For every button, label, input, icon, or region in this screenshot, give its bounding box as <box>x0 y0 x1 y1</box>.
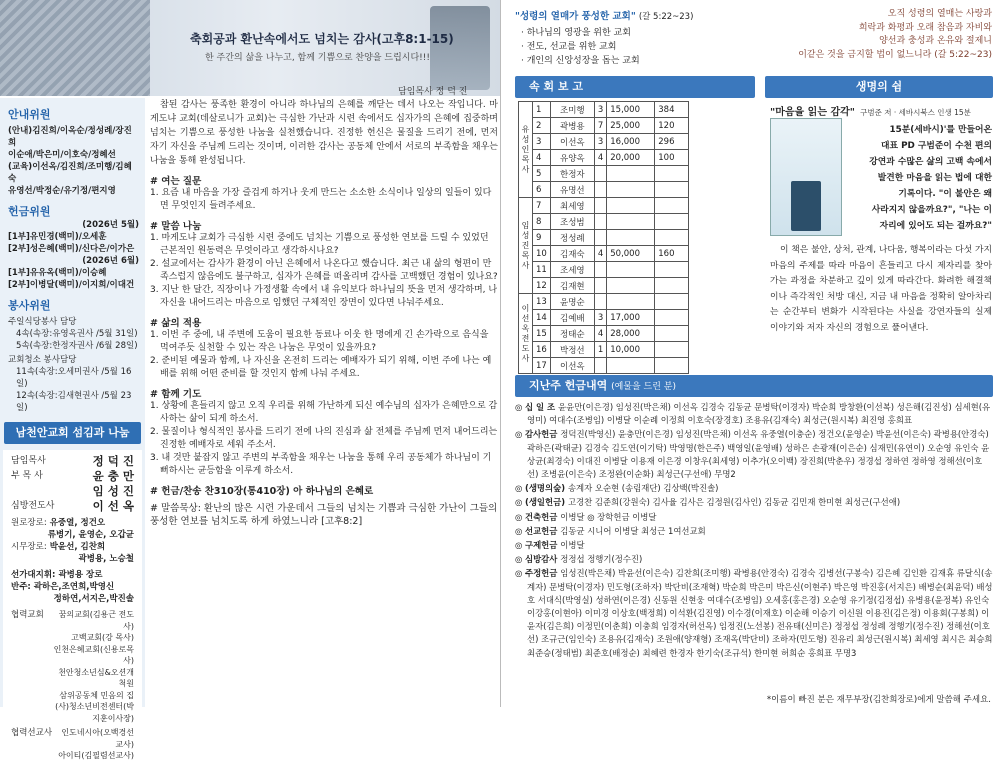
quote-line: 희락과 화평과 오래 참음과 자비와 <box>858 22 992 33</box>
book-cover-figure <box>791 181 821 231</box>
church-title: 남천안교회 섬김과 나눔 <box>4 422 141 444</box>
attendance-row <box>519 150 689 166</box>
galatians-quote <box>760 8 992 62</box>
attendance-row <box>519 262 689 278</box>
june-line: [1부]유유옥(백미)/이승혜 <box>8 268 107 278</box>
attendance-name: 정성례 <box>550 230 594 246</box>
guide-title: 안내위원 <box>8 108 51 121</box>
motto-bullet: · 전도, 선교를 위한 교회 <box>521 42 617 52</box>
staff-name: 정 덕 진 <box>92 454 134 468</box>
attendance-total <box>655 198 689 214</box>
book-title: "마음을 읽는 감각" <box>770 107 856 118</box>
verse-line: # 말씀묵상: 환난의 많은 시련 가운데서 그들의 넘치는 기쁨과 극심한 가난이 그들의 풍성한 연보를 넘치도록 하게 하였느니라 [고후8:2] <box>150 503 498 527</box>
question-item: 1. 요즘 내 마음을 가장 즐겁게 하거나 웃게 만드는 소소한 소식이나 일상의 일들이 있다면 무엇인지 들려주세요. <box>150 188 492 211</box>
attendance-count <box>594 262 606 278</box>
attendance-count: 7 <box>594 118 606 134</box>
attendance-row <box>519 358 689 374</box>
attendance-name: 곽병용 <box>550 118 594 134</box>
question-item: 2. 준비된 예물과 함께, 나 자신을 온전히 드리는 예배자가 되기 위해, 이번 주에 나는 예배를 위해 어떤 준비를 할 것인지 함께 나눠 주세요. <box>150 356 492 379</box>
offering-names: 김동균 시니어 이병달 최성근 1여선교회 <box>560 525 706 536</box>
attendance-row <box>519 230 689 246</box>
partners-label: 협력교회 <box>11 610 44 620</box>
attendance-amount <box>607 262 655 278</box>
church-motto <box>515 8 745 68</box>
attendance-title: 속 회 보 고 <box>515 76 755 98</box>
may-line: [2부]성은혜(백미)/신다은/이가은 <box>8 244 135 254</box>
staff-name: 이 선 옥 <box>92 499 134 513</box>
partner-item: 고백교회(강 목사) <box>71 633 134 642</box>
attendance-total: 100 <box>655 150 689 166</box>
attendance-name: 정태순 <box>550 326 594 342</box>
attendance-name: 박정선 <box>550 342 594 358</box>
offering-item <box>515 525 993 538</box>
june-label: (2026년 6월) <box>82 256 139 266</box>
guide-line: (안내)김진희/이옥순/정성례/장진희 <box>8 126 132 148</box>
offering-title-bar <box>515 375 993 397</box>
attendance-no: 5 <box>533 166 551 182</box>
partner-item: 인천은혜교회(신용로목사) <box>53 644 134 665</box>
attendance-name: 한정자 <box>550 166 594 182</box>
attendance-total <box>655 310 689 326</box>
accomp-row <box>11 581 134 593</box>
staff-name: 임 성 진 <box>92 484 134 498</box>
attendance-name: 유양옥 <box>550 150 594 166</box>
attendance-total: 160 <box>655 246 689 262</box>
offer-committee-title: 헌금위원 <box>8 205 51 218</box>
bullet-icon: ◎ <box>515 402 523 412</box>
attendance-group: 임성진목사 <box>519 198 533 294</box>
attendance-amount: 50,000 <box>607 246 655 262</box>
may-label: (2026년 5월) <box>82 220 139 230</box>
attendance-amount <box>607 198 655 214</box>
missions-label: 협력선교사 <box>11 728 53 738</box>
lead-line: 기록이다. "이 불안은 왜 <box>898 189 992 199</box>
question-item: 3. 내 것만 붙잡지 않고 주변의 부족함을 채우는 나눔을 통해 우리 공동체가 하나님이 기뻐하시는 균등함을 이루게 하소서. <box>150 453 492 476</box>
offering-title-note: (예물을 드린 분) <box>611 382 676 392</box>
attendance-total: 296 <box>655 134 689 150</box>
attendance-no: 16 <box>533 342 551 358</box>
staff-name: 윤 충 만 <box>92 469 134 483</box>
attendance-count <box>594 198 606 214</box>
elders-row <box>11 517 134 529</box>
guide-line: (교육)이선옥/김진희/조미행/김혜숙 <box>8 162 132 184</box>
attendance-count <box>594 230 606 246</box>
missions-block <box>11 727 134 762</box>
bullet-icon: ◎ <box>515 511 523 522</box>
attendance-row <box>519 326 689 342</box>
meal-lines <box>8 328 139 352</box>
attendance-name: 이선옥 <box>550 134 594 150</box>
question-item: 1. 마게도냐 교회가 극심한 시련 중에도 넘치는 기쁨으로 풍성한 연보를 드릴 수 있었던 근본적인 원동력은 무엇이라고 생각하시나요? <box>150 233 489 256</box>
attendance-no: 17 <box>533 358 551 374</box>
book-header <box>770 100 992 119</box>
attendance-no: 7 <box>533 198 551 214</box>
attendance-name: 김예배 <box>550 310 594 326</box>
attendance-total: 120 <box>655 118 689 134</box>
attendance-name: 이선옥 <box>550 358 594 374</box>
attendance-total: 384 <box>655 102 689 118</box>
offering-label: 구제헌금 <box>525 540 561 551</box>
quote-line: 양선과 충성과 온유와 절제니 <box>879 36 992 46</box>
motto-bullets <box>515 26 745 68</box>
attendance-table <box>518 101 689 374</box>
partner-item: (사)청소년비전센터(박지훈이사장) <box>55 702 134 723</box>
attendance-row <box>519 342 689 358</box>
elders-names-2: 류병기, 윤영순, 오갑균 <box>47 530 134 540</box>
mission-item: 인도네시아(오백경선교사) <box>61 728 134 749</box>
attendance-group: 이선옥전도사 <box>519 294 533 374</box>
offering-footnote: *이름이 빠진 분은 재무부장(김찬희장로)에게 말씀해 주세요. <box>766 695 991 705</box>
attendance-amount: 25,000 <box>607 118 655 134</box>
deacons-names: 박윤선, 김찬희 <box>49 542 106 552</box>
left-info-column <box>0 98 145 760</box>
congregation-photo <box>0 0 150 96</box>
june-line: [2부]이병달(백미)/이지희/이대건 <box>8 280 135 290</box>
question-item: 2. 설교에서는 감사가 환경이 아닌 은혜에서 나온다고 했습니다. 최근 내 삶의 형편이 만족스럽지 않음에도 불구하고, 십자가 은혜를 떠올리며 감사를 고백했던 경험이 있나요? <box>150 259 498 282</box>
attendance-total <box>655 342 689 358</box>
attendance-count <box>594 278 606 294</box>
partner-item: 삼위공동체 민음의 집 <box>59 690 134 700</box>
offering-names: 고경찬 김준희(강원숙) 김사율 김사은 김정원(김사인) 김동균 김민재 한미현 최성근(구선애) <box>567 497 901 508</box>
choir-row <box>11 569 134 581</box>
meal-line: 4속(속장:유영옥권사 /5월 31일) <box>16 329 138 339</box>
bullet-icon: ◎ <box>515 540 523 551</box>
attendance-total <box>655 230 689 246</box>
choir-label: 선가대지휘: <box>11 570 56 580</box>
offering-label: 건축헌금 <box>525 511 561 522</box>
quote-line: 이같은 것을 금지할 법이 없느니라 (갈 5:22~23) <box>798 49 992 60</box>
attendance-name: 김재숙 <box>550 246 594 262</box>
attendance-no: 6 <box>533 182 551 198</box>
prayer-title: # 함께 기도 <box>150 389 202 400</box>
attendance-amount <box>607 214 655 230</box>
question-item: 1. 상황에 흔들리지 않고 오직 우리를 위해 가난하게 되신 예수님의 십자가 은혜만으로 감사하는 삶이 되게 하소서. <box>150 401 498 424</box>
prayer-list <box>150 400 498 478</box>
staff-row <box>11 454 134 469</box>
attendance-count: 4 <box>594 326 606 342</box>
attendance-no: 12 <box>533 278 551 294</box>
accomp-label: 반주: <box>11 582 31 592</box>
attendance-total <box>655 166 689 182</box>
attendance-no: 2 <box>533 118 551 134</box>
attendance-no: 4 <box>533 150 551 166</box>
clean-line: 11속(속장:오세미권사 /5월 16일) <box>16 367 132 389</box>
mission-item: 아이티(김필렴선교사) <box>58 751 134 760</box>
motto-bullet: · 하나님의 영광을 위한 교회 <box>521 28 631 38</box>
offering-names: 정정섭 정행기(정수진) <box>560 554 643 565</box>
attendance-name: 김재현 <box>550 278 594 294</box>
attendance-total <box>655 182 689 198</box>
attendance-total <box>655 214 689 230</box>
deacons-row-2 <box>11 553 134 565</box>
bullet-icon: ◎ <box>515 525 523 536</box>
open-question-title: # 여는 질문 <box>150 176 202 187</box>
attendance-no: 9 <box>533 230 551 246</box>
question-item: 1. 이번 주 중에, 내 주변에 도움이 필요한 동료나 이웃 한 명에게 긴 손가락으로 음식을 먹여주듯 실천할 수 있는 작은 나눔은 무엇이 있을까요? <box>150 330 489 353</box>
attendance-no: 10 <box>533 246 551 262</box>
attendance-amount: 28,000 <box>607 326 655 342</box>
offering-label: 주정헌금 <box>525 568 561 579</box>
attendance-count: 3 <box>594 310 606 326</box>
meal-line: 5속(속장:한정자권사 /6월 28일) <box>16 341 138 351</box>
staff-role: 심방전도사 <box>11 501 55 511</box>
apply-title: # 삶의 적용 <box>150 318 202 329</box>
attendance-count: 1 <box>594 342 606 358</box>
guide-line: 이순애/박은미/이호숙/정혜선 <box>8 150 116 160</box>
deacons-names-2: 곽병용, 노승철 <box>78 554 134 564</box>
attendance-no: 11 <box>533 262 551 278</box>
praise-line: # 헌금/찬송 찬310장(통410장) 아 하나님의 은혜로 <box>150 486 374 497</box>
offering-item <box>515 482 993 495</box>
offering-label: 선교헌금 <box>525 525 561 536</box>
attendance-count <box>594 166 606 182</box>
open-question-list <box>150 187 498 213</box>
guide-line: 유영선/박정순/유기정/편지영 <box>8 186 116 196</box>
attendance-total <box>655 294 689 310</box>
offering-names: 송계자 오순현 (송림재단) 김상백(박진솔) <box>567 483 719 494</box>
book-body: 이 책은 불안, 상처, 관계, 나다움, 행복이라는 다섯 가지 마음의 주제를 따라 마음이 흔들리고 다시 제자리를 찾아가는 과정을 차분하고 깊이 있게 따라간다. 화려한 해결책이나 즉각적인 처방 대신, 지금 내 마음을 정확히 알아차리는 순간부터 변화가 시작된다는 사실을 강연자들의 실제 이야기와 저자 자신의 경험으로 풀어낸다. <box>770 245 993 333</box>
offering-list <box>515 401 993 661</box>
attendance-amount <box>607 358 655 374</box>
clean-label: 교회청소 봉사담당 <box>8 355 77 365</box>
june-lines <box>8 267 139 291</box>
offering-label: (생일헌금) <box>525 497 568 508</box>
attendance-count: 3 <box>594 134 606 150</box>
attendance-total <box>655 358 689 374</box>
attendance-count <box>594 358 606 374</box>
book-lead <box>850 122 992 234</box>
offering-names: 이병달 ◎ 장학헌금 이병달 <box>560 511 657 522</box>
lead-line: 대표 PD 구범준이 수천 편의 <box>881 141 992 151</box>
quote-line: 오직 성령의 열매는 사랑과 <box>887 9 992 19</box>
attendance-no: 14 <box>533 310 551 326</box>
motto-title <box>515 8 745 22</box>
may-lines <box>8 231 139 255</box>
attendance-no: 8 <box>533 214 551 230</box>
attendance-row <box>519 246 689 262</box>
share-title: # 말씀 나눔 <box>150 221 202 232</box>
attendance-count <box>594 214 606 230</box>
attendance-name: 조성범 <box>550 214 594 230</box>
banner-author: 담임목사 정 덕 진 <box>398 87 468 96</box>
attendance-total <box>655 326 689 342</box>
attendance-row <box>519 182 689 198</box>
attendance-name: 윤명순 <box>550 294 594 310</box>
clean-lines <box>8 366 139 414</box>
offering-names: 정덕진(박영신) 윤충만(이은경) 임성진(박은채) 이선옥 유중열(이충순) 정건오(윤영순) 박윤선(이은숙) 곽병용(안경숙) 곽하은(곽태균) 김경숙 김도연(이기탁) 박영명(한은주) 백영일(윤영배) 성하은 손광재(이은순) 심재민(유연이) 오순영 유인숙 윤상균(최경숙) 이대진 이병달 이용재 이은경 이창우(최세영) 이추가(오이백) 장진희(박춘우) 정경섭 정하연 정하영 정해선(이호선) 조병윤(이은숙) 조정완(이순화) 최성근(구선애) 무명2 <box>527 429 990 480</box>
offering-item <box>515 401 993 427</box>
offering-label: 심방감사 <box>525 554 561 565</box>
attendance-count: 3 <box>594 102 606 118</box>
attendance-row <box>519 310 689 326</box>
attendance-row <box>519 102 689 118</box>
offering-item <box>515 511 993 524</box>
lead-line: 15분(세바시)'를 만들어온 <box>889 125 992 135</box>
accomp-row-2 <box>11 593 134 605</box>
attendance-amount <box>607 230 655 246</box>
offering-item <box>515 553 993 566</box>
question-item: 2. 물질이나 형식적인 봉사를 드리기 전에 나의 진심과 삶 전체를 주님께 먼저 내어드리는 진정한 예배자로 세워 주소서. <box>150 427 498 450</box>
banner-title: 축회공과 환난속에서도 넘치는 감사(고후8:1-15) <box>190 32 454 46</box>
offering-label: 감사헌금 <box>525 429 561 440</box>
lead-line: 사라지지 않을까요?", "나는 이 <box>871 205 992 215</box>
attendance-no: 1 <box>533 102 551 118</box>
banner-subtitle: 한 주간의 삶을 나누고, 함께 기쁨으로 찬양을 드립시다!!! <box>205 53 430 63</box>
lead-line: 강연과 수많은 삶의 고백 속에서 <box>869 157 992 167</box>
pastor-photo <box>430 6 490 90</box>
offering-label: (생명의숲) <box>525 483 568 494</box>
deacons-row <box>11 541 134 553</box>
lead-line: 자리에 있어도 되는 걸까요?" <box>879 221 992 231</box>
partner-item: 꿈의교회(김용근 전도사) <box>58 610 134 631</box>
attendance-total <box>655 278 689 294</box>
attendance-name: 최세영 <box>550 198 594 214</box>
attendance-amount: 17,000 <box>607 310 655 326</box>
attendance-amount <box>607 182 655 198</box>
bullet-icon: ◎ <box>515 429 523 440</box>
attendance-no: 13 <box>533 294 551 310</box>
lead-line: 발견한 마음을 읽는 법에 대한 <box>877 173 992 183</box>
staff-row <box>11 469 134 484</box>
attendance-amount <box>607 294 655 310</box>
attendance-amount: 20,000 <box>607 150 655 166</box>
bullet-icon: ◎ <box>515 554 523 565</box>
attendance-name: 유명선 <box>550 182 594 198</box>
accomp-names-2: 정하연,서지은,박진솔 <box>53 594 134 604</box>
attendance-no: 3 <box>533 134 551 150</box>
offering-title: 지난주 헌금내역 <box>529 379 608 392</box>
attendance-group: 유성인목사 <box>519 102 533 198</box>
guide-lines <box>8 125 139 197</box>
attendance-amount <box>607 278 655 294</box>
deacons-label: 시무장로: <box>11 542 47 552</box>
offering-item <box>515 428 993 481</box>
choir-name: 곽병용 장로 <box>58 570 103 580</box>
attendance-count: 4 <box>594 246 606 262</box>
life-title: 생명의 쉼 <box>765 76 993 98</box>
page-fold <box>500 0 501 707</box>
staff-role: 부 목 사 <box>11 471 43 481</box>
attendance-total <box>655 262 689 278</box>
attendance-row <box>519 166 689 182</box>
question-item: 3. 지난 한 달간, 직장이나 가정생활 속에서 내 유익보다 하나님의 뜻을 먼저 생각하며, 나 자신을 내어드리는 마음으로 임했던 구체적인 장면이 있다면 나눠주세요. <box>150 285 498 308</box>
elders-label: 원로장로: <box>11 518 47 528</box>
elders-names: 유중열, 정건오 <box>49 518 106 528</box>
attendance-row <box>519 214 689 230</box>
staff-row <box>11 484 134 499</box>
bullet-icon: ◎ <box>515 497 523 508</box>
offering-label: 십 일 조 <box>525 402 559 412</box>
clean-line: 12속(속장:김새현권사 /5월 23일) <box>16 391 132 413</box>
attendance-amount: 15,000 <box>607 102 655 118</box>
meal-label: 주일식당봉사 담당 <box>8 317 77 327</box>
sermon-banner <box>0 0 500 96</box>
attendance-amount: 10,000 <box>607 342 655 358</box>
offering-names: 이병달 <box>560 540 585 551</box>
partner-item: 천안청소년심&오션개척원 <box>58 667 134 688</box>
attendance-name: 조세영 <box>550 262 594 278</box>
missions-list <box>55 727 134 762</box>
service-title: 봉사위원 <box>8 299 51 312</box>
share-list <box>150 232 498 310</box>
motto-title-ref: (갈 5:22~23) <box>638 12 694 22</box>
attendance-count: 4 <box>594 150 606 166</box>
offering-names: 윤윤만(이은경) 임성진(박은채) 이선옥 김경숙 김동균 문병탁(이경자) 박순희 방창환(이선복) 성은해(김진성) 심세현(유영미) 여대수(조병임) 이병달 이순례 이정희 이호숙(장경호) 조용유(김재숙) 최성근(원시복) 최진영 홍희표 <box>527 402 991 426</box>
bullet-icon: ◎ <box>515 568 523 579</box>
accomp-names: 곽하은,조연희,박영신 <box>33 582 115 592</box>
motto-title-text: "성령의 열매가 풍성한 교회" <box>515 11 636 22</box>
offering-names: 임성진(박은채) 박윤선(이은숙) 김찬희(조미행) 곽병용(안경숙) 김경숙 김병선(구봉숙) 김은혜 김인환 김재휴 류달식(송계자) 문병탁(이경자) 민도형(조하자) 박단비(조재혁) 박순희 박은미 박은신(이현주) 박은영 박진홍(서지은) 배병순(최윤덕) 배성호 서대식(박영실) 성하연(이은경) 신동원 신현웅 여대수(조병임) 오세홍(홍은경) 오순영 유기정(김정섭) 유병용(윤정복) 유인숙 이강홍(이현아) 이미경 이상호(백정희) 이석환(김진영) 이수경(이재호) 이순해 이승기 이신원 이용진(김은정) 이용회(구봉희) 이윤자(김은희) 이정민(이춘희) 이충희 임경자(허선옥) 임정진(노선봉) 전유태(신미은) 정정섭 정성례 정행기(정수진) 정해선(이호선) 조규근(임인숙) 조용유(김재숙) 조원애(양재형) 조재옥(박단비) 조하자(민도형) 진유리 최성근(원시복) 최세영 최시은 최승희 최준승(정태범) 최준호(배정순) 최혜련 한경자 한기숙(조규석) 한미현 허희순 홍희표 무명3 <box>527 568 993 658</box>
sermon-intro: 참된 감사는 풍족한 환경이 아니라 하나님의 은혜를 깨닫는 데서 나오는 작입니다. 마게도냐 교회(데살로니가 교회)는 극심한 가난과 시련 속에서도 십자가의 은혜에 집중하며 넘치는 기쁨으로 풍성한 나눔을 실천했습니다. 진정한 헌신은 물질을 드리기 전에, 먼저 자기 자신을 주님께 드리는 것이며, 이러한 감사는 공동체 안에서 서로의 부족함을 채우는 나눔을 통해 완성됩니다. <box>150 100 498 166</box>
staff-role: 담임목사 <box>11 456 46 466</box>
book-subtitle: 구범준 저 · 세바시북스 인생 15분 <box>860 108 971 117</box>
may-line: [1부]유민경(백미)/오세훈 <box>8 232 107 242</box>
staff-list <box>11 454 134 514</box>
attendance-name: 조미행 <box>550 102 594 118</box>
attendance-amount: 16,000 <box>607 134 655 150</box>
attendance-row <box>519 134 689 150</box>
attendance-no: 15 <box>533 326 551 342</box>
apply-list <box>150 329 498 381</box>
offering-item <box>515 496 993 509</box>
motto-bullet: · 개인의 신앙성장을 돕는 교회 <box>521 56 640 66</box>
sermon-column <box>150 98 498 528</box>
attendance-count <box>594 182 606 198</box>
attendance-amount <box>607 166 655 182</box>
attendance-row <box>519 278 689 294</box>
attendance-row <box>519 118 689 134</box>
book-cover-image <box>770 118 842 236</box>
offering-item <box>515 567 993 659</box>
offering-item <box>515 539 993 552</box>
attendance-count <box>594 294 606 310</box>
bullet-icon: ◎ <box>515 483 523 494</box>
attendance-row <box>519 294 689 310</box>
attendance-row <box>519 198 689 214</box>
attendance-table-wrap <box>518 101 689 374</box>
elders-row-2 <box>11 529 134 541</box>
staff-row <box>11 499 134 514</box>
